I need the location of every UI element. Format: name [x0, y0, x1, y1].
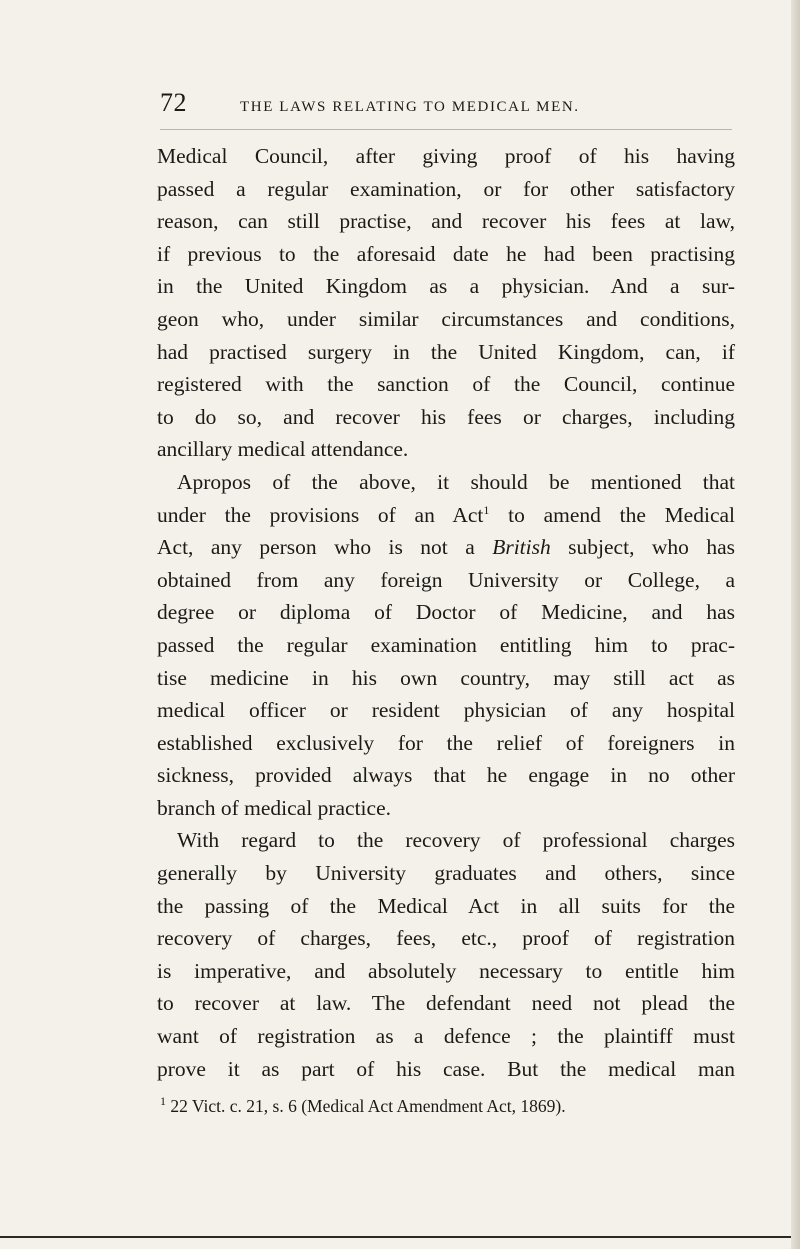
- running-head: THE LAWS RELATING TO MEDICAL MEN.: [240, 99, 580, 115]
- page-header: [160, 88, 730, 118]
- text-line: to recover at law. The defendant need not plead the: [157, 991, 735, 1016]
- footnote-number: 1: [160, 1094, 166, 1109]
- text-line: tise medicine in his own country, may still act as: [157, 665, 735, 690]
- text-line: recovery of charges, fees, etc., proof of registration: [157, 926, 735, 951]
- page-number: 72: [160, 88, 187, 117]
- text-line: ancillary medical attendance.: [157, 437, 409, 462]
- text-fragment: under the provisions of an Act: [157, 502, 484, 527]
- text-line: is imperative, and absolutely necessary to entitle him: [157, 958, 735, 983]
- body-text: [157, 140, 735, 1085]
- text-line: degree or diploma of Doctor of Medicine, and has: [157, 600, 735, 625]
- text-line: reason, can still practise, and recover his fees at law,: [157, 209, 735, 234]
- footnote-marker: 1: [483, 502, 490, 517]
- text-line: if previous to the aforesaid date he had been practising: [157, 241, 735, 266]
- page-edge-line: [0, 1236, 800, 1238]
- text-line: Medical Council, after giving proof of his having: [157, 144, 735, 168]
- header-rule: [160, 129, 732, 130]
- text-line: passed a regular examination, or for other satisfactory: [157, 176, 735, 201]
- text-line: want of registration as a defence ; the plaintiff must: [157, 1024, 735, 1049]
- italic-word: British: [492, 535, 551, 560]
- text-line: to do so, and recover his fees or charges, including: [157, 404, 735, 429]
- text-line: With regard to the recovery of professional charges: [177, 828, 735, 853]
- text-line: passed the regular examination entitling him to prac-: [157, 632, 735, 657]
- footnote-text: 22 Vict. c. 21, s. 6 (Medical Act Amendment Act, 1869).: [170, 1096, 566, 1116]
- text-line: generally by University graduates and others, since: [157, 861, 735, 886]
- text-line-with-italic: [157, 531, 735, 564]
- text-line: established exclusively for the relief of foreigners in: [157, 730, 735, 755]
- text-line: medical officer or resident physician of any hospital: [157, 698, 735, 723]
- text-fragment: subject, who has: [550, 535, 735, 560]
- footnote: [160, 1094, 735, 1118]
- text-line: prove it as part of his case. But the medical man: [157, 1056, 735, 1081]
- text-line: had practised surgery in the United Kingdom, can, if: [157, 339, 735, 364]
- text-fragment: Act, any person who is not a: [157, 535, 493, 560]
- text-line: the passing of the Medical Act in all suits for the: [157, 893, 735, 918]
- text-line: sickness, provided always that he engage in no other: [157, 763, 735, 788]
- text-line-with-footnote: [157, 499, 735, 532]
- text-line: geon who, under similar circumstances and conditions,: [157, 306, 735, 331]
- text-line: in the United Kingdom as a physician. And a sur-: [157, 274, 735, 299]
- text-line: obtained from any foreign University or College, a: [157, 567, 735, 592]
- text-line: registered with the sanction of the Council, continue: [157, 372, 735, 397]
- text-fragment: to amend the Medical: [508, 502, 736, 527]
- text-line: branch of medical practice.: [157, 795, 391, 820]
- page-edge-shadow: [791, 0, 800, 1249]
- text-line: Apropos of the above, it should be mentioned that: [177, 469, 735, 494]
